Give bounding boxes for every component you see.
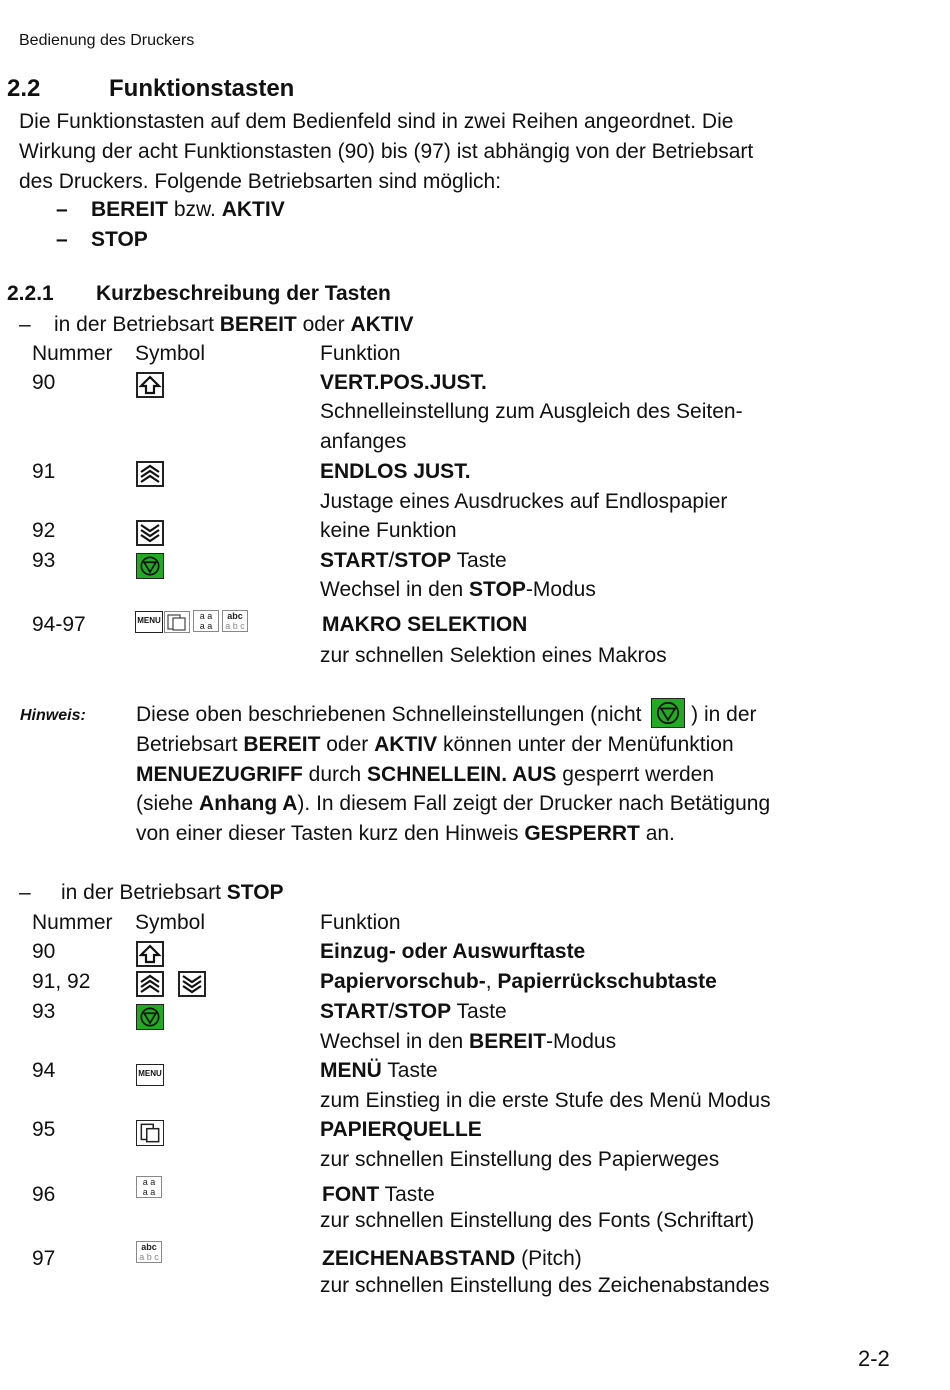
dash: – bbox=[56, 198, 68, 221]
table2-row94-title: MENÜ Taste bbox=[320, 1059, 438, 1082]
table2-row95-desc: zur schnellen Einstellung des Papierweges bbox=[320, 1148, 720, 1171]
start-stop-icon bbox=[651, 698, 685, 728]
table1-row91-desc: Justage eines Ausdruckes auf Endlospapier bbox=[320, 490, 728, 513]
table2-row93-desc: Wechsel in den BEREIT-Modus bbox=[320, 1030, 617, 1053]
paper-forward-icon bbox=[136, 971, 164, 997]
table1-row93-number: 93 bbox=[32, 549, 56, 572]
table2-row95-title: PAPIERQUELLE bbox=[320, 1118, 482, 1141]
table2-row90-number: 90 bbox=[32, 940, 56, 963]
table1-row92-desc: keine Funktion bbox=[320, 519, 457, 542]
up-arrow-key-icon bbox=[136, 941, 164, 967]
subsection-title: Kurzbeschreibung der Tasten bbox=[96, 282, 391, 305]
table2-row93-number: 93 bbox=[32, 1000, 56, 1023]
table2-intro: – in der Betriebsart STOP bbox=[19, 881, 284, 904]
paper-reverse-icon bbox=[136, 520, 164, 546]
table2-head-function: Funktion bbox=[320, 911, 401, 934]
section-number: 2.2 bbox=[7, 75, 41, 102]
table1-row94-97-title: MAKRO SELEKTION bbox=[322, 613, 528, 636]
table1-row93-desc: Wechsel in den STOP-Modus bbox=[320, 578, 596, 601]
table1-intro: – in der Betriebsart BEREIT oder AKTIV bbox=[19, 313, 414, 336]
table2-row93-title: START/STOP Taste bbox=[320, 1000, 507, 1023]
table1-row90-number: 90 bbox=[32, 371, 56, 394]
table2-row90-title: Einzug- oder Auswurftaste bbox=[320, 940, 586, 963]
table1-row93-title: START/STOP Taste bbox=[320, 549, 507, 572]
table2-row96-number: 96 bbox=[32, 1183, 56, 1206]
note-line: Betriebsart BEREIT oder AKTIV können unter der Menüfunktion bbox=[136, 733, 734, 757]
note-label: Hinweis: bbox=[20, 707, 86, 724]
paper-reverse-icon bbox=[178, 971, 206, 997]
table1-row90-desc: anfanges bbox=[320, 430, 407, 453]
mode-list-item: – STOP bbox=[56, 228, 148, 251]
table1-row90-title: VERT.POS.JUST. bbox=[320, 371, 487, 394]
table1-row90-desc: Schnelleinstellung zum Ausgleich des Seiten- bbox=[320, 400, 743, 423]
up-arrow-key-icon bbox=[136, 372, 164, 398]
intro-paragraph bbox=[19, 107, 753, 197]
table2-row96-title: FONT Taste bbox=[322, 1183, 435, 1206]
table1-row91-number: 91 bbox=[32, 460, 56, 483]
table1-row94-97-number: 94-97 bbox=[32, 613, 86, 636]
table2-row94-desc: zum Einstieg in die erste Stufe des Menü Modus bbox=[320, 1089, 771, 1112]
table2-head-symbol: Symbol bbox=[135, 911, 206, 934]
table1-row91-title: ENDLOS JUST. bbox=[320, 460, 471, 483]
subsection-number: 2.2.1 bbox=[7, 282, 54, 305]
table1-head-function: Funktion bbox=[320, 342, 401, 365]
dash: – bbox=[56, 228, 68, 251]
paper-source-icon bbox=[164, 611, 190, 633]
intro-line: Wirkung der acht Funktionstasten (90) bis (97) ist abhängig von der Betriebsart bbox=[19, 140, 754, 163]
intro-line: Die Funktionstasten auf dem Bedienfeld sind in zwei Reihen angeordnet. Die bbox=[19, 110, 734, 133]
table2-row91-92-title: Papiervorschub-, Papierrückschubtaste bbox=[320, 970, 717, 993]
table2-row91-92-number: 91, 92 bbox=[32, 970, 91, 993]
start-stop-icon bbox=[136, 1004, 164, 1030]
table2-row97-title: ZEICHENABSTAND (Pitch) bbox=[322, 1247, 582, 1270]
paper-source-icon bbox=[136, 1120, 164, 1146]
table2-row97-desc: zur schnellen Einstellung des Zeichenabstandes bbox=[320, 1274, 770, 1297]
table1-row92-number: 92 bbox=[32, 519, 56, 542]
note-line: (siehe Anhang A). In diesem Fall zeigt der Drucker nach Betätigung bbox=[136, 792, 771, 816]
menu-key-icon: MENU bbox=[136, 1064, 164, 1086]
table2-head-number: Nummer bbox=[32, 911, 113, 934]
intro-line: des Druckers. Folgende Betriebsarten sind möglich: bbox=[19, 170, 502, 193]
mode-list-item: – BEREIT bzw. AKTIV bbox=[56, 198, 285, 221]
note-line: MENUEZUGRIFF durch SCHNELLEIN. AUS gesperrt werden bbox=[136, 762, 715, 786]
table2-row94-number: 94 bbox=[32, 1059, 56, 1082]
table1-row94-97-desc: zur schnellen Selektion eines Makros bbox=[320, 644, 667, 667]
start-stop-icon bbox=[136, 553, 164, 579]
pitch-key-icon: abc a b c bbox=[136, 1241, 162, 1263]
note-line: von einer dieser Tasten kurz den Hinweis GESPERRT an. bbox=[136, 821, 675, 845]
table1-head-number: Nummer bbox=[32, 342, 113, 365]
note-line: Diese oben beschriebenen Schnelleinstellungen (nicht ) in der bbox=[136, 700, 770, 730]
page-number: 2-2 bbox=[858, 1346, 890, 1371]
table2-row95-number: 95 bbox=[32, 1118, 56, 1141]
table2-row97-number: 97 bbox=[32, 1247, 56, 1270]
font-key-icon: a a a a bbox=[136, 1176, 162, 1198]
pitch-key-icon: abc a b c bbox=[222, 610, 248, 632]
running-header: Bedienung des Druckers bbox=[19, 32, 195, 49]
section-title: Funktionstasten bbox=[109, 75, 295, 102]
menu-key-icon: MENU bbox=[135, 611, 163, 633]
note-text bbox=[136, 700, 770, 848]
table1-head-symbol: Symbol bbox=[135, 342, 206, 365]
table2-row96-desc: zur schnellen Einstellung des Fonts (Schriftart) bbox=[320, 1209, 755, 1232]
paper-forward-icon bbox=[136, 461, 164, 487]
font-key-icon: a a a a bbox=[193, 610, 219, 632]
